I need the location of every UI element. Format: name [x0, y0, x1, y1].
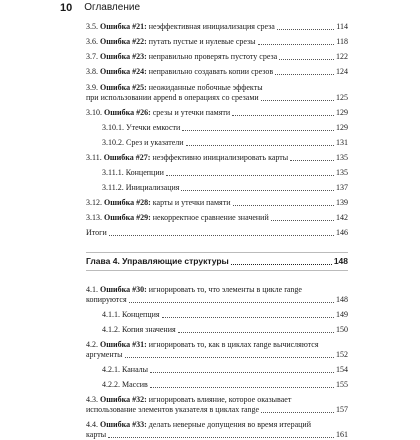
entry-title: игнорировать влияние, которое оказывает: [146, 395, 292, 404]
toc-subentry[interactable]: [86, 380, 348, 390]
entry-text: [102, 325, 176, 335]
entry-text: [102, 310, 160, 320]
mistake-label: Ошибка #27:: [103, 153, 151, 162]
entry-title: Массив: [122, 380, 148, 389]
dot-leader: [162, 317, 334, 318]
toc-subentry[interactable]: [86, 168, 348, 178]
entry-text: [102, 183, 179, 193]
entry-title-cont: карты: [86, 430, 107, 439]
section-number: 4.1.: [86, 285, 100, 294]
dot-leader: [150, 372, 334, 373]
entry-text: [86, 285, 302, 295]
dot-leader: [186, 145, 334, 146]
entry-title: неправильно создавать копии срезов: [146, 67, 274, 76]
dot-leader: [232, 115, 334, 116]
dot-leader: [279, 59, 334, 60]
entry-line: [102, 380, 348, 390]
entry-text: [102, 138, 184, 148]
dot-leader: [275, 74, 334, 75]
page-ref: 150: [336, 325, 348, 334]
entry-title: неожиданные побочные эффекты: [146, 83, 263, 92]
page-ref: 135: [336, 153, 348, 162]
section-number: 3.11.2.: [102, 183, 126, 192]
section-number: 4.1.1.: [102, 310, 122, 319]
entry-line: [102, 310, 348, 320]
entry-line: [86, 350, 348, 360]
entry-text: [86, 153, 288, 163]
page-ref: 135: [336, 168, 348, 177]
toc-entry[interactable]: [86, 52, 348, 62]
entry-text: [102, 168, 164, 178]
entry-text: [86, 22, 275, 32]
section-number: 3.9.: [86, 83, 100, 92]
dot-leader: [261, 412, 334, 413]
entry-title: неправильно проверять пустоту среза: [146, 52, 278, 61]
section-number: 3.12.: [86, 198, 104, 207]
dot-leader: [261, 100, 334, 101]
entry-line: [86, 405, 348, 415]
page-ref: 161: [336, 430, 348, 439]
chapter-heading[interactable]: [86, 253, 348, 270]
toc-subentry[interactable]: [86, 138, 348, 148]
page-ref: 137: [336, 183, 348, 192]
entry-title: неэффективно инициализировать карты: [150, 153, 289, 162]
dot-leader: [181, 190, 334, 191]
page-number: 10: [60, 2, 73, 14]
entry-line: [86, 430, 348, 440]
entry-text: [86, 420, 311, 430]
entry-text: [102, 365, 148, 375]
mistake-label: Ошибка #26:: [104, 108, 151, 117]
entry-line: [86, 213, 348, 223]
entry-line: [86, 83, 348, 93]
table-of-contents: [86, 22, 348, 440]
entry-line: [86, 395, 348, 405]
entry-line: [86, 295, 348, 305]
entry-title: путать пустые и нулевые срезы: [146, 37, 256, 46]
toc-entry[interactable]: [86, 213, 348, 223]
entry-text: [86, 228, 107, 238]
dot-leader: [150, 387, 334, 388]
section-number: 4.3.: [86, 395, 100, 404]
page-header: [60, 0, 140, 14]
mistake-label: Ошибка #24:: [100, 67, 147, 76]
entry-line: [86, 420, 348, 430]
entry-line: [102, 138, 348, 148]
entry-line: [86, 228, 348, 238]
entry-title: срезы и утечки памяти: [150, 108, 231, 117]
entry-line: [102, 183, 348, 193]
entry-text: [86, 213, 269, 223]
mistake-label: Ошибка #28:: [104, 198, 151, 207]
entry-title: Копия значения: [122, 325, 176, 334]
page-ref: 124: [336, 67, 348, 76]
mistake-label: Ошибка #21:: [100, 22, 147, 31]
divider: [86, 270, 348, 271]
section-number: 4.2.2.: [102, 380, 122, 389]
page-ref: 131: [336, 138, 348, 147]
page-ref: 146: [336, 228, 348, 237]
dot-leader: [231, 264, 332, 265]
entry-title: неэффективная инициализация среза: [146, 22, 275, 31]
entry-text: [86, 395, 291, 405]
mistake-label: Ошибка #30:: [100, 285, 147, 294]
section-number: 3.11.: [86, 153, 104, 162]
section-number: 3.10.1.: [102, 123, 126, 132]
entry-title: игнорировать то, что элементы в цикле range: [146, 285, 302, 294]
entry-line: [102, 168, 348, 178]
toc-entry[interactable]: [86, 198, 348, 208]
entry-text: [86, 108, 230, 118]
entry-line: [86, 22, 348, 32]
page-ref: 139: [336, 198, 348, 207]
entry-title-cont: при использовании append в операциях со срезами: [86, 93, 259, 102]
mistake-label: Ошибка #33:: [100, 420, 147, 429]
page-ref: 154: [336, 365, 348, 374]
dot-leader: [178, 332, 334, 333]
entry-line: [102, 325, 348, 335]
entry-text: [86, 83, 263, 93]
entry-title-cont: аргументы: [86, 350, 123, 359]
entry-line: [86, 198, 348, 208]
mistake-label: Ошибка #31:: [100, 340, 147, 349]
page-ref: 152: [336, 350, 348, 359]
entry-text: [86, 52, 277, 62]
entry-line: [102, 123, 348, 133]
page-ref: 142: [336, 213, 348, 222]
page-ref: 122: [336, 52, 348, 61]
toc-entry[interactable]: [86, 153, 348, 163]
section-number: 4.2.1.: [102, 365, 122, 374]
entry-text: [102, 380, 148, 390]
dot-leader: [125, 357, 335, 358]
toc-entry[interactable]: [86, 37, 348, 47]
entry-text: [86, 37, 256, 47]
mistake-label: Ошибка #29:: [104, 213, 151, 222]
entry-text: [86, 340, 319, 350]
toc-entry[interactable]: [86, 228, 348, 238]
entry-title: Каналы: [122, 365, 149, 374]
running-title: Оглавление: [84, 2, 141, 13]
toc-subentry[interactable]: [86, 365, 348, 375]
toc-subentry[interactable]: [86, 123, 348, 133]
dot-leader: [290, 160, 334, 161]
entry-line: [86, 108, 348, 118]
toc-entry[interactable]: [86, 395, 348, 415]
page-ref: 157: [336, 405, 348, 414]
dot-leader: [166, 175, 334, 176]
entry-title: карты и утечки памяти: [150, 198, 231, 207]
dot-leader: [271, 220, 334, 221]
entry-title: Срез и указатели: [126, 138, 184, 147]
entry-title: Итоги: [86, 228, 107, 237]
section-number: 3.11.1.: [102, 168, 126, 177]
entry-title: делать неверные допущения во время итераций: [146, 420, 311, 429]
section-number: 3.10.: [86, 108, 104, 117]
section-number: 3.10.2.: [102, 138, 126, 147]
toc-subentry[interactable]: [86, 183, 348, 193]
entry-text: [102, 123, 180, 133]
page-ref: 155: [336, 380, 348, 389]
section-number: 4.1.2.: [102, 325, 122, 334]
section-number: 3.6.: [86, 37, 100, 46]
section-number: 3.13.: [86, 213, 104, 222]
dot-leader: [277, 29, 334, 30]
section-number: 4.4.: [86, 420, 100, 429]
dot-leader: [233, 205, 334, 206]
dot-leader: [108, 437, 334, 438]
toc-entry[interactable]: [86, 22, 348, 32]
section-number: 3.5.: [86, 22, 100, 31]
toc-entry[interactable]: [86, 108, 348, 118]
entry-line: [86, 153, 348, 163]
entry-title: Утечки емкости: [126, 123, 181, 132]
entry-title: некорректное сравнение значений: [150, 213, 269, 222]
section-number: 3.8.: [86, 67, 100, 76]
toc-entry[interactable]: [86, 83, 348, 103]
page-ref: 129: [336, 123, 348, 132]
dot-leader: [129, 302, 334, 303]
dot-leader: [182, 130, 334, 131]
entry-title: Концепции: [125, 168, 164, 177]
page-ref: 129: [336, 108, 348, 117]
entry-text: [86, 198, 231, 208]
entry-line: [86, 37, 348, 47]
toc-subentry[interactable]: [86, 310, 348, 320]
dot-leader: [258, 44, 335, 45]
section-number: 4.2.: [86, 340, 100, 349]
page-ref: 125: [336, 93, 348, 102]
toc-entry[interactable]: [86, 420, 348, 440]
entry-line: [102, 365, 348, 375]
entry-title: Концепция: [122, 310, 160, 319]
entry-title: Инициализация: [125, 183, 180, 192]
toc-subentry[interactable]: [86, 325, 348, 335]
chapter-title: Глава 4. Управляющие структуры: [86, 256, 229, 266]
toc-entry[interactable]: [86, 67, 348, 77]
entry-line: [86, 340, 348, 350]
entry-text: [86, 67, 273, 77]
mistake-label: Ошибка #22:: [100, 37, 147, 46]
entry-title-cont: копируются: [86, 295, 127, 304]
page-ref: 114: [336, 22, 348, 31]
entry-title: игнорировать то, как в циклах range вычисляются: [146, 340, 319, 349]
entry-line: [86, 52, 348, 62]
entry-line: [86, 93, 348, 103]
page-ref: 149: [336, 310, 348, 319]
mistake-label: Ошибка #25:: [100, 83, 147, 92]
entry-line: [86, 67, 348, 77]
mistake-label: Ошибка #32:: [100, 395, 147, 404]
page-ref: 118: [336, 37, 348, 46]
page-ref: 148: [336, 295, 348, 304]
entry-title-cont: использование элементов указателя в циклах range: [86, 405, 260, 414]
section-number: 3.7.: [86, 52, 100, 61]
page-ref: 148: [333, 256, 348, 266]
dot-leader: [109, 235, 334, 236]
mistake-label: Ошибка #23:: [100, 52, 147, 61]
toc-entry[interactable]: [86, 285, 348, 305]
entry-line: [86, 285, 348, 295]
toc-entry[interactable]: [86, 340, 348, 360]
